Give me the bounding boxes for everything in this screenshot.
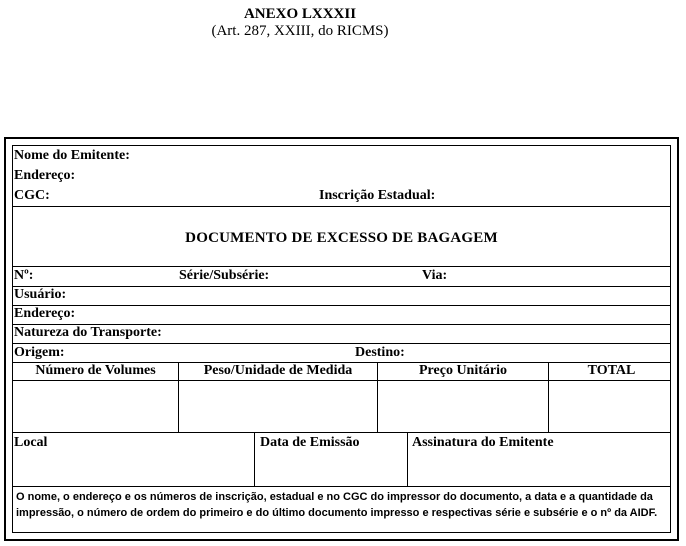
divider (13, 305, 670, 306)
cgc-label: CGC: (14, 188, 50, 203)
divider (13, 486, 670, 487)
divider (13, 343, 670, 344)
column-divider (407, 432, 408, 486)
endereco-emitente-label: Endereço: (14, 168, 76, 183)
assinatura-emitente-label: Assinatura do Emitente (412, 435, 554, 450)
form-frame (4, 137, 679, 541)
form-inner (12, 145, 671, 533)
printer-footnote: O nome, o endereço e os números de inscrição, estadual e no CGC do impressor do documento, a data e a quantidade da impressão, o número de ordem do primeiro e do último documento impresso e respectivas série e subsérie e o nº da AIDF. (16, 491, 658, 519)
column-divider (254, 432, 255, 486)
column-divider (377, 362, 378, 432)
preco-unitario-header: Preço Unitário (419, 363, 507, 378)
natureza-transporte-label: Natureza do Transporte: (14, 325, 162, 340)
divider (13, 286, 670, 287)
destino-label: Destino: (355, 345, 405, 360)
column-divider (178, 362, 179, 432)
origem-label: Origem: (14, 345, 65, 360)
annex-title: ANEXO LXXXII (243, 6, 357, 22)
serie-subserie-label: Série/Subsérie: (179, 268, 270, 283)
peso-unidade-header: Peso/Unidade de Medida (203, 363, 353, 378)
endereco-usuario-label: Endereço: (14, 306, 76, 321)
divider (13, 380, 670, 381)
document-title: DOCUMENTO DE EXCESSO DE BAGAGEM (185, 230, 498, 246)
divider (13, 432, 670, 433)
annex-subtitle: (Art. 287, XXIII, do RICMS) (211, 23, 389, 39)
total-header: TOTAL (587, 363, 636, 378)
local-label: Local (14, 435, 48, 450)
numero-label: Nº: (14, 268, 34, 283)
column-divider (548, 362, 549, 432)
divider (13, 206, 670, 207)
numero-volumes-header: Número de Volumes (35, 363, 156, 378)
inscricao-estadual-label: Inscrição Estadual: (319, 188, 436, 203)
data-emissao-label: Data de Emissão (260, 435, 360, 450)
nome-emitente-label: Nome do Emitente: (14, 148, 130, 163)
via-label: Via: (422, 268, 448, 283)
usuario-label: Usuário: (14, 287, 67, 302)
divider (13, 266, 670, 267)
